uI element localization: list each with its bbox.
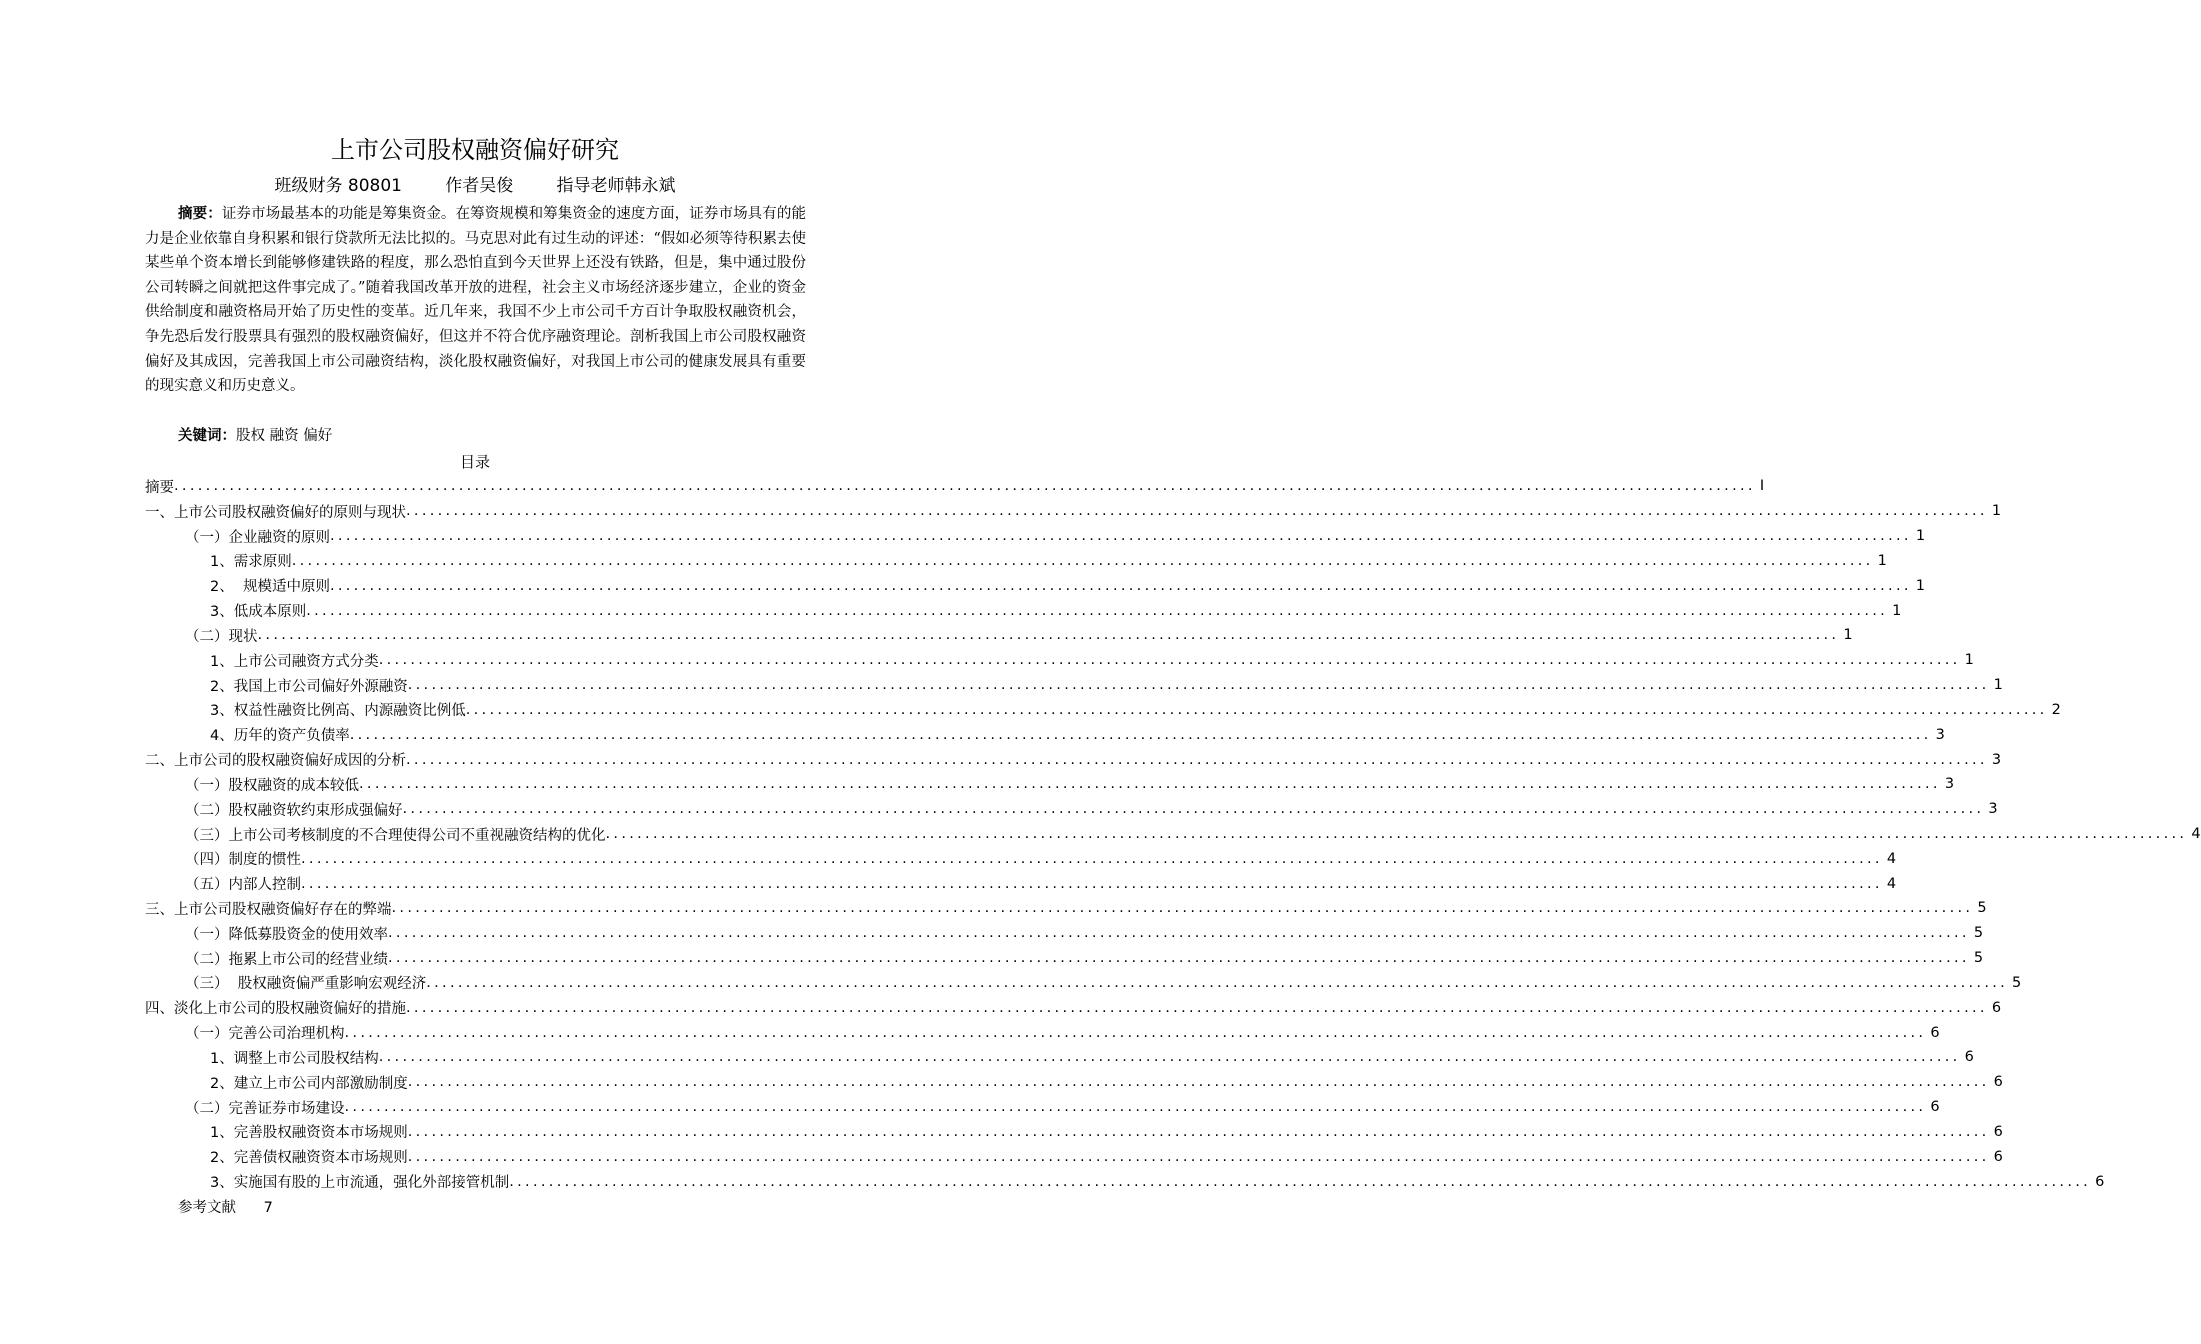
toc-entry-text: （一）降低募股资金的使用效率 xyxy=(185,926,388,943)
toc-entry[interactable] xyxy=(145,623,1853,648)
toc-entry-page: 4 xyxy=(1886,850,1897,867)
toc-entry-text: 2、 规模适中原则 xyxy=(210,579,330,596)
abstract-text: 证券市场最基本的功能是筹集资金。在筹资规模和筹集资金的速度方面，证券市场具有的能力是企业依靠自身积累和银行贷款所无法比拟的。马克思对此有过生动的评述：“假如必须等待积累去使某些单个资本增长到能够修建铁路的程度，那么恐怕直到今天世界上还没有铁路，但是，集中通过股份公司转瞬之间就把这件事完成了。”随着我国改革开放的进程，社会主义市场经济逐步建立，企业的资金供给制度和融资格局开始了历史性的变革。近几年来，我国不少上市公司千方百计争取股权融资机会，争先恐后发行股票具有强烈的股权融资偏好，但这并不符合优序融资理论。剖析我国上市公司股权融资偏好及其成因，完善我国上市公司融资结构，淡化股权融资偏好，对我国上市公司的健康发展具有重要的现实意义和历史意义。 xyxy=(145,206,807,395)
toc-entry-page: 5 xyxy=(2012,974,2022,991)
toc-dot-leader: ........................................................................................................................................................................................................ xyxy=(388,925,1970,942)
toc-entry-text: 三、上市公司股权融资偏好存在的弊端 xyxy=(145,901,392,918)
toc-entry-page: 4 xyxy=(1886,875,1897,892)
toc-dot-leader: ........................................................................................................................................................................................................ xyxy=(509,1173,2092,1190)
toc-entry-text: （二）拖累上市公司的经营业绩 xyxy=(185,951,388,968)
toc-entry[interactable] xyxy=(145,1020,1940,1045)
toc-entry[interactable] xyxy=(145,1095,1940,1120)
toc-entry-page: 3 xyxy=(1991,751,2002,768)
toc-entry[interactable] xyxy=(145,971,2022,996)
author-byline: 班级财务 80801 作者吴俊 指导老师韩永斌 xyxy=(274,176,676,196)
toc-entry-page: 1 xyxy=(1993,677,2003,694)
abstract-label: 摘要： xyxy=(178,206,222,222)
toc-entry[interactable] xyxy=(145,946,1984,971)
toc-dot-leader: ........................................................................................................................................................................................................ xyxy=(407,677,1990,694)
toc-entry-text: （三） 股权融资偏严重影响宏观经济 xyxy=(185,976,427,993)
toc-dot-leader: ........................................................................................................................................................................................................ xyxy=(426,974,2009,991)
toc-entry-text: （二）股权融资软约束形成强偏好 xyxy=(185,802,403,819)
toc-entry-text: （一）企业融资的原则 xyxy=(185,529,330,546)
toc-dot-leader: ........................................................................................................................................................................................................ xyxy=(257,627,1840,644)
toc-entry-page: 6 xyxy=(1991,999,2002,1016)
toc-entry[interactable] xyxy=(145,846,1897,871)
toc-entry-page: 6 xyxy=(1930,1099,1940,1116)
page-title: 上市公司股权融资偏好研究 xyxy=(331,136,619,164)
toc-dot-leader: ........................................................................................................................................................................................................ xyxy=(174,478,1756,495)
toc-entry[interactable] xyxy=(145,896,1987,921)
toc-dot-leader: ........................................................................................................................................................................................................ xyxy=(378,652,1961,669)
toc-dot-leader: ........................................................................................................................................................................................................ xyxy=(402,801,1985,818)
toc-entry-text: 一、上市公司股权融资偏好的原则与现状 xyxy=(145,504,406,521)
toc-entry-page: 5 xyxy=(1977,900,1987,917)
abstract-paragraph xyxy=(145,202,806,399)
toc-entry-page: 1 xyxy=(1915,577,1926,594)
toc-entry-text: 1、完善股权融资资本市场规则 xyxy=(210,1125,408,1142)
toc-entry-page: 5 xyxy=(1973,925,1984,942)
toc-entry[interactable] xyxy=(145,1070,2003,1095)
toc-dot-leader: ........................................................................................................................................................................................................ xyxy=(349,726,1932,743)
toc-entry[interactable] xyxy=(145,1120,2003,1145)
keywords-line xyxy=(178,424,332,448)
toc-entry[interactable] xyxy=(145,548,1887,573)
toc-dot-leader: ........................................................................................................................................................................................................ xyxy=(291,552,1874,569)
toc-entry-page: 2 xyxy=(2051,701,2061,718)
toc-entry-page: 1 xyxy=(1877,552,1887,569)
toc-entry-page: 3 xyxy=(1944,776,1955,793)
table-of-contents xyxy=(145,474,2201,1194)
toc-entry-text: （四）制度的惯性 xyxy=(185,852,301,869)
toc-entry[interactable] xyxy=(145,573,1926,598)
toc-dot-leader: ........................................................................................................................................................................................................ xyxy=(407,1074,1990,1091)
toc-dot-leader: ........................................................................................................................................................................................................ xyxy=(301,875,1883,892)
toc-entry-text: （三）上市公司考核制度的不合理使得公司不重视融资结构的优化 xyxy=(185,827,606,844)
toc-entry[interactable] xyxy=(145,1169,2105,1194)
toc-entry[interactable] xyxy=(145,797,1998,822)
toc-dot-leader: ........................................................................................................................................................................................................ xyxy=(406,751,1988,768)
toc-dot-leader: ........................................................................................................................................................................................................ xyxy=(605,826,2188,842)
toc-entry-text: 1、需求原则 xyxy=(210,554,292,571)
toc-entry[interactable] xyxy=(145,673,2003,698)
toc-entry-text: 4、历年的资产负债率 xyxy=(210,728,350,745)
toc-entry-text: （一）完善公司治理机构 xyxy=(185,1026,345,1043)
toc-entry-text: 3、低成本原则 xyxy=(210,604,307,621)
toc-dot-leader: ........................................................................................................................................................................................................ xyxy=(406,999,1988,1016)
toc-entry[interactable] xyxy=(145,598,1902,623)
toc-entry-page: 1 xyxy=(1843,627,1853,644)
toc-entry-text: 二、上市公司的股权融资偏好成因的分析 xyxy=(145,753,406,770)
toc-entry-text: 2、我国上市公司偏好外源融资 xyxy=(210,678,408,695)
toc-dot-leader: ........................................................................................................................................................................................................ xyxy=(406,503,1988,520)
toc-entry-text: 四、淡化上市公司的股权融资偏好的措施 xyxy=(145,1001,406,1018)
toc-entry-page: 6 xyxy=(2095,1173,2105,1190)
toc-entry[interactable] xyxy=(145,921,1984,946)
toc-entry-text: 3、权益性融资比例高、内源融资比例低 xyxy=(210,703,466,720)
toc-entry-text: 摘要 xyxy=(145,479,174,496)
toc-entry-text: 2、完善债权融资资本市场规则 xyxy=(210,1150,408,1167)
toc-entry-page: 6 xyxy=(1993,1123,2003,1140)
toc-entry-text: 3、实施国有股的上市流通，强化外部接管机制 xyxy=(210,1175,510,1192)
toc-entry[interactable] xyxy=(145,697,2061,722)
toc-dot-leader: ........................................................................................................................................................................................................ xyxy=(407,1123,1990,1140)
toc-entry[interactable] xyxy=(145,1045,1974,1070)
toc-entry-text: （二）完善证券市场建设 xyxy=(185,1100,345,1117)
toc-entry-page: 6 xyxy=(1930,1024,1940,1041)
references-entry: 参考文献 7 xyxy=(178,1200,273,1216)
toc-entry[interactable] xyxy=(145,822,2201,847)
toc-entry-page: 4 xyxy=(2191,826,2201,842)
toc-entry-page: 3 xyxy=(1988,801,1998,818)
toc-entry[interactable] xyxy=(145,648,1974,673)
toc-title: 目录 xyxy=(459,453,490,471)
toc-entry-page: 6 xyxy=(1964,1049,1974,1066)
keywords-text: 股权 融资 偏好 xyxy=(236,428,333,444)
keywords-label: 关键词： xyxy=(178,428,236,444)
toc-dot-leader: ........................................................................................................................................................................................................ xyxy=(329,577,1912,594)
toc-entry[interactable] xyxy=(145,499,2002,524)
toc-entry[interactable] xyxy=(145,995,2002,1020)
toc-entry[interactable] xyxy=(145,772,1955,797)
toc-dot-leader: ........................................................................................................................................................................................................ xyxy=(359,776,1941,793)
toc-entry-text: 1、调整上市公司股权结构 xyxy=(210,1050,379,1067)
toc-entry-text: 1、上市公司融资方式分类 xyxy=(210,653,379,670)
toc-entry-page: 3 xyxy=(1935,726,1945,743)
toc-dot-leader: ........................................................................................................................................................................................................ xyxy=(465,701,2048,718)
toc-entry-text: （二）现状 xyxy=(185,628,258,645)
toc-entry[interactable] xyxy=(145,474,1765,499)
toc-dot-leader: ........................................................................................................................................................................................................ xyxy=(407,1148,1990,1165)
toc-entry-page: 1 xyxy=(1915,528,1926,545)
toc-entry[interactable] xyxy=(145,871,1897,896)
toc-dot-leader: ........................................................................................................................................................................................................ xyxy=(306,602,1889,619)
toc-entry-page: 1 xyxy=(1892,602,1902,619)
toc-entry-text: （一）股权融资的成本较低 xyxy=(185,777,359,794)
toc-entry[interactable] xyxy=(145,524,1926,549)
toc-dot-leader: ........................................................................................................................................................................................................ xyxy=(391,900,1974,917)
toc-entry-page: 5 xyxy=(1973,950,1984,967)
toc-entry[interactable] xyxy=(145,722,1945,747)
toc-dot-leader: ........................................................................................................................................................................................................ xyxy=(330,528,1912,545)
toc-dot-leader: ........................................................................................................................................................................................................ xyxy=(388,950,1970,967)
toc-entry[interactable] xyxy=(145,747,2002,772)
toc-entry-text: 2、建立上市公司内部激励制度 xyxy=(210,1075,408,1092)
toc-entry-page: 1 xyxy=(1991,503,2002,520)
toc-dot-leader: ........................................................................................................................................................................................................ xyxy=(344,1024,1927,1041)
toc-entry[interactable] xyxy=(145,1144,2003,1169)
toc-entry-page: 6 xyxy=(1993,1074,2003,1091)
toc-dot-leader: ........................................................................................................................................................................................................ xyxy=(301,850,1883,867)
toc-dot-leader: ........................................................................................................................................................................................................ xyxy=(344,1099,1927,1116)
toc-entry-page: 6 xyxy=(1993,1148,2003,1165)
toc-entry-text: （五）内部人控制 xyxy=(185,877,301,894)
toc-entry-page: 1 xyxy=(1964,652,1974,669)
toc-dot-leader: ........................................................................................................................................................................................................ xyxy=(378,1049,1961,1066)
toc-entry-page: I xyxy=(1759,478,1765,495)
